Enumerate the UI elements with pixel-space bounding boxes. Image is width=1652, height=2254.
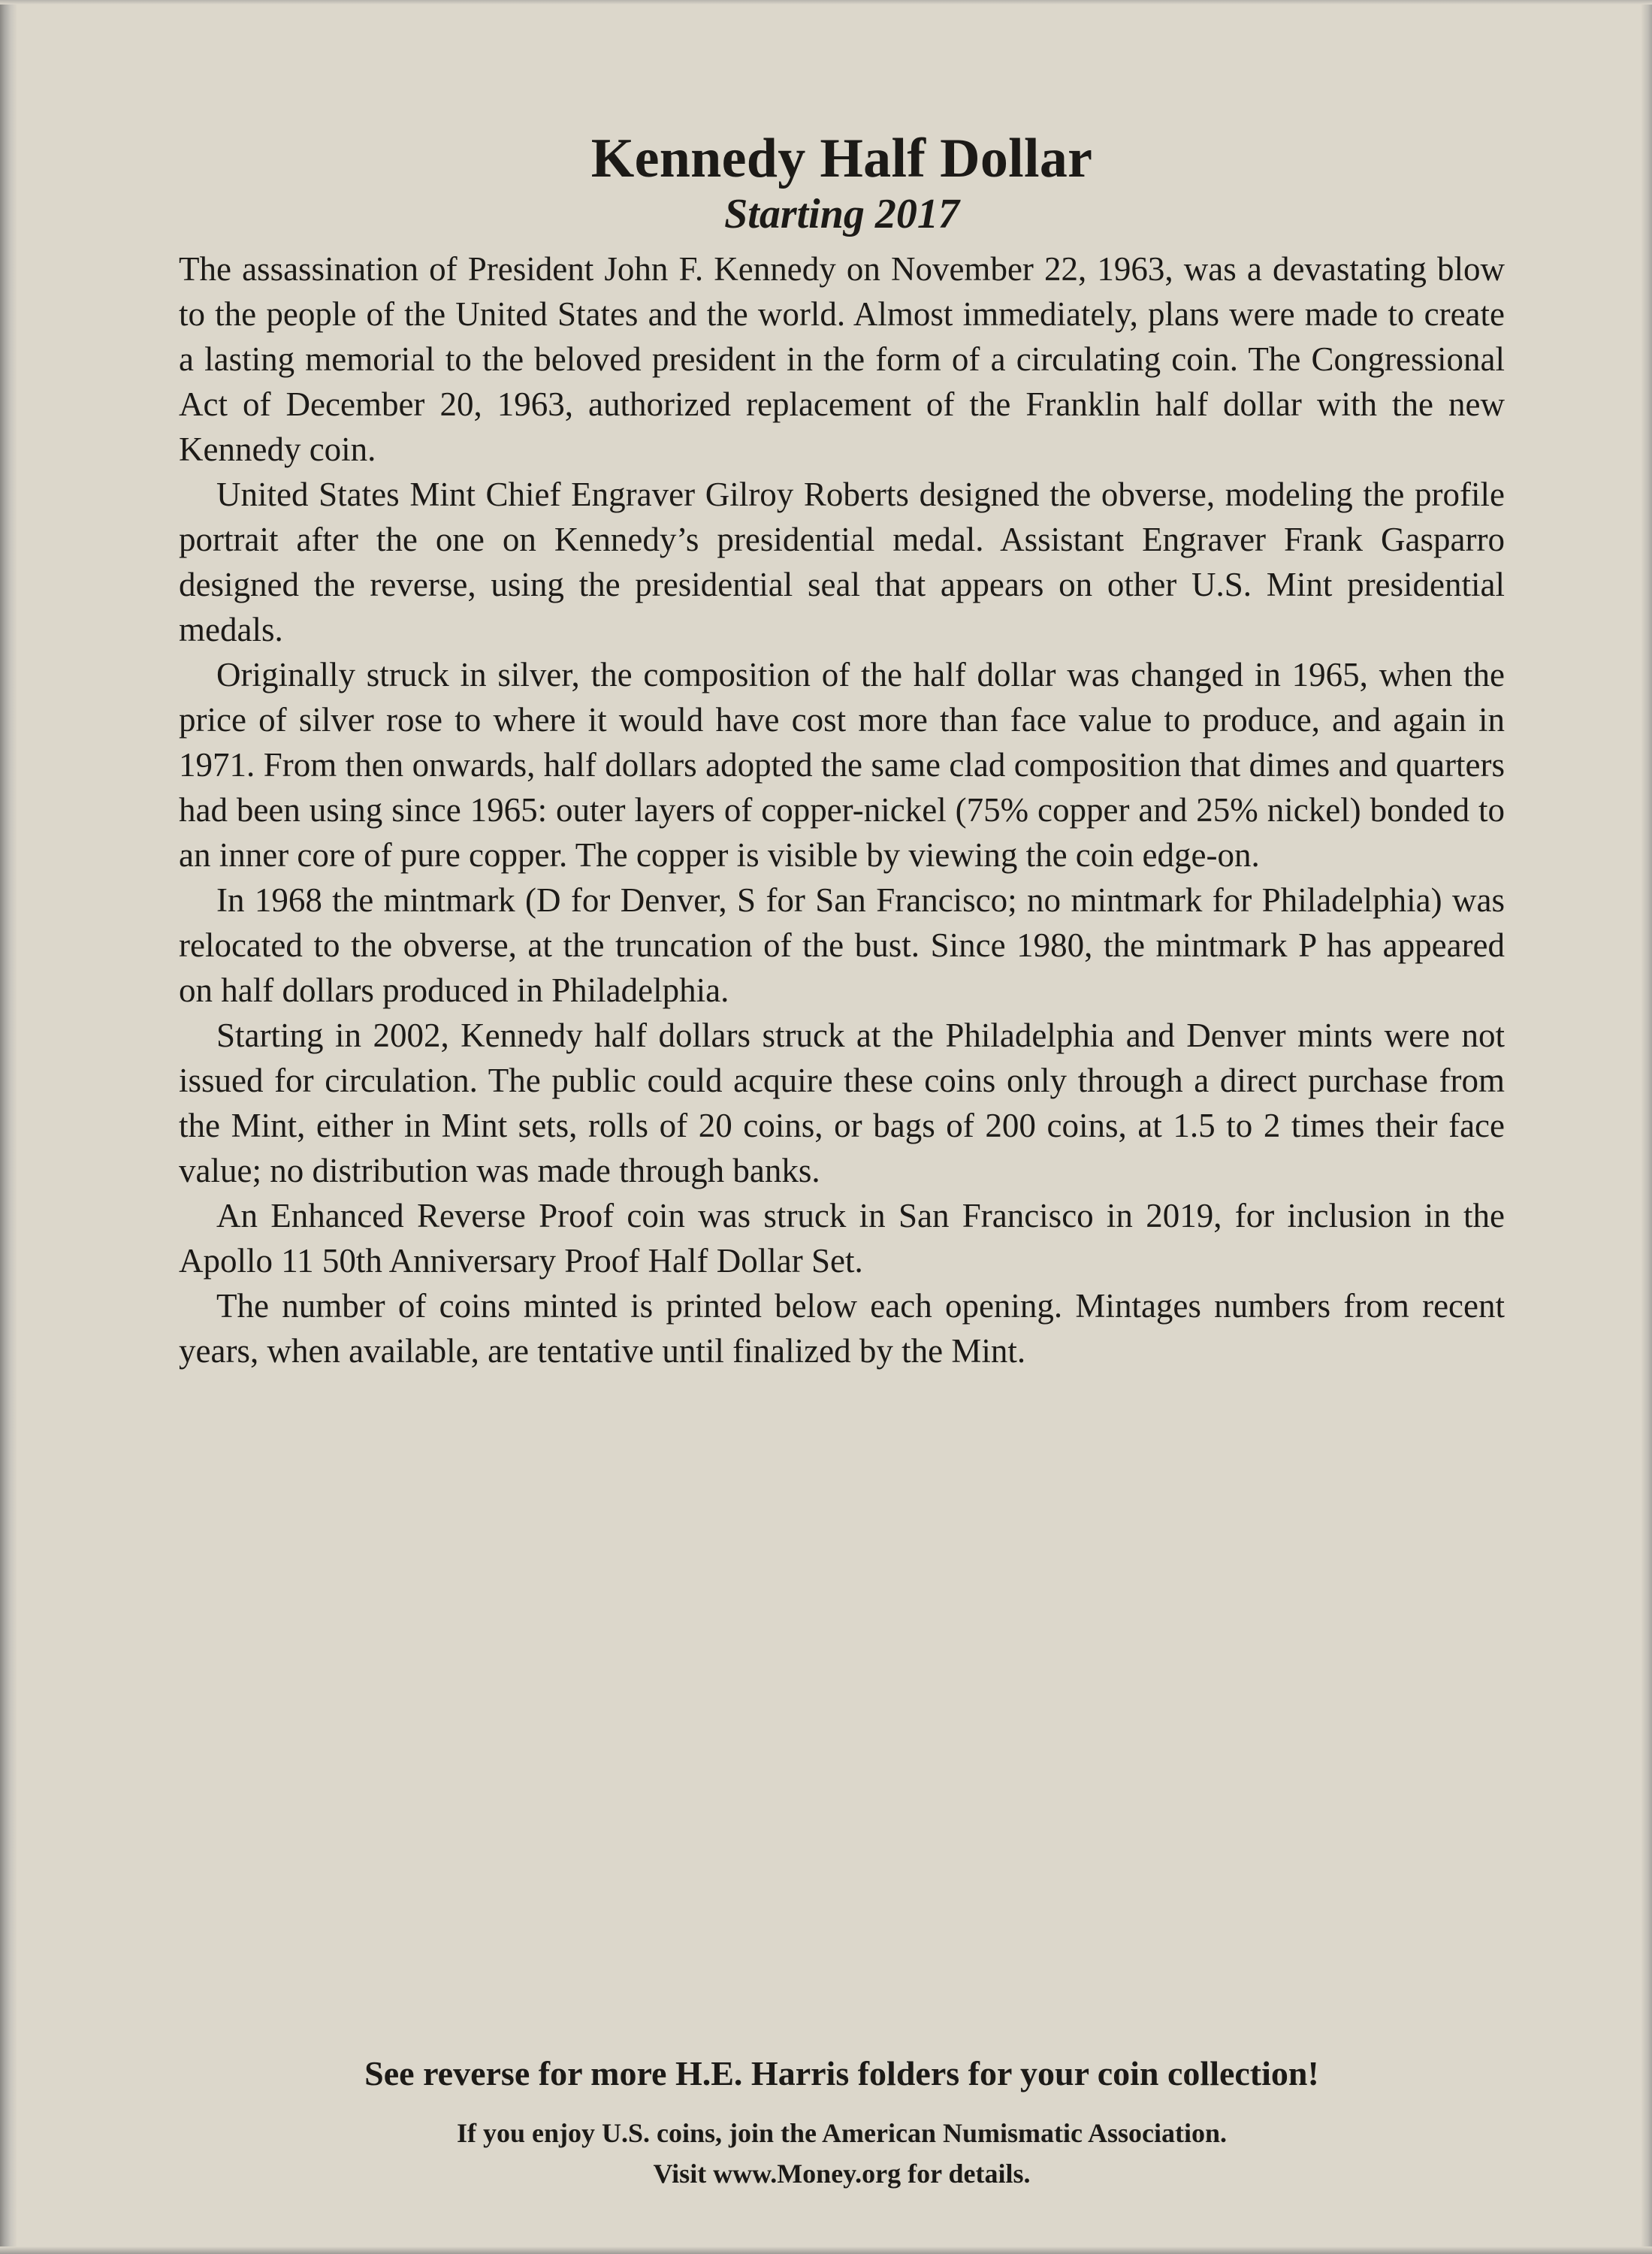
paragraph-assassination: The assassination of President John F. Kennedy on November 22, 1963, was a devastating blow to the people of the United States and the world. Almost immediately, plans were made to create a lasting memorial to the beloved president in the form of a circulating coin. The Congressional Act of December 20, 1963, authorized replacement of the Franklin half dollar with the new Kennedy coin. [179,250,1505,468]
paragraph-design: United States Mint Chief Engraver Gilroy Roberts designed the obverse, modeling the profile portrait after the one on Kennedy’s presidential medal. Assistant Engraver Frank Gasparro designed the reverse, using the presidential seal that appears on other U.S. Mint presidential medals. [179,476,1505,648]
page-title: Kennedy Half Dollar [590,128,1093,189]
page-top-edge [0,0,1652,5]
footer [179,2051,1505,2194]
paragraph-mintages: The number of coins minted is printed below each opening. Mintages numbers from recent years, when available, are tentative until finalized by the Mint. [179,1287,1505,1370]
page-right-edge [1641,0,1652,2254]
body-text [179,246,1505,1373]
paragraph-mintmark: In 1968 the mintmark (D for Denver, S for San Francisco; no mintmark for Philadelphia) was relocated to the obverse, at the truncation of the bust. Since 1980, the mintmark P has appeared on half dollars produced in Philadelphia. [179,881,1505,1009]
page-bottom-edge [0,2246,1652,2254]
paragraph-distribution: Starting in 2002, Kennedy half dollars struck at the Philadelphia and Denver mints were not issued for circulation. The public could acquire these coins only through a direct purchase from the Mint, either in Mint sets, rolls of 20 coins, or bags of 200 coins, at 1.5 to 2 times their face value; no distribution was made through banks. [179,1017,1505,1189]
paragraph-composition: Originally struck in silver, the composition of the half dollar was changed in 1965, when the price of silver rose to where it would have cost more than face value to produce, and again in 1971. From then onwards, half dollars adopted the same clad composition that dimes and quarters had been using since 1965: outer layers of copper-nickel (75% copper and 25% nickel) bonded to an inner core of pure copper. The copper is visible by viewing the coin edge-on. [179,656,1505,874]
footer-visit-line: Visit www.Money.org for details. [653,2159,1031,2189]
paragraph-enhanced-proof: An Enhanced Reverse Proof coin was struck in San Francisco in 2019, for inclusion in the Apollo 11 50th Anniversary Proof Half Dollar Set. [179,1197,1505,1280]
page-subtitle: Starting 2017 [724,191,959,237]
page-left-edge [0,0,17,2254]
main-content [179,128,1505,1373]
footer-ana-line: If you enjoy U.S. coins, join the American Numismatic Association. [457,2118,1227,2148]
footer-cta: See reverse for more H.E. Harris folders for your coin collection! [364,2054,1319,2092]
footer-ana-block [179,2113,1505,2194]
